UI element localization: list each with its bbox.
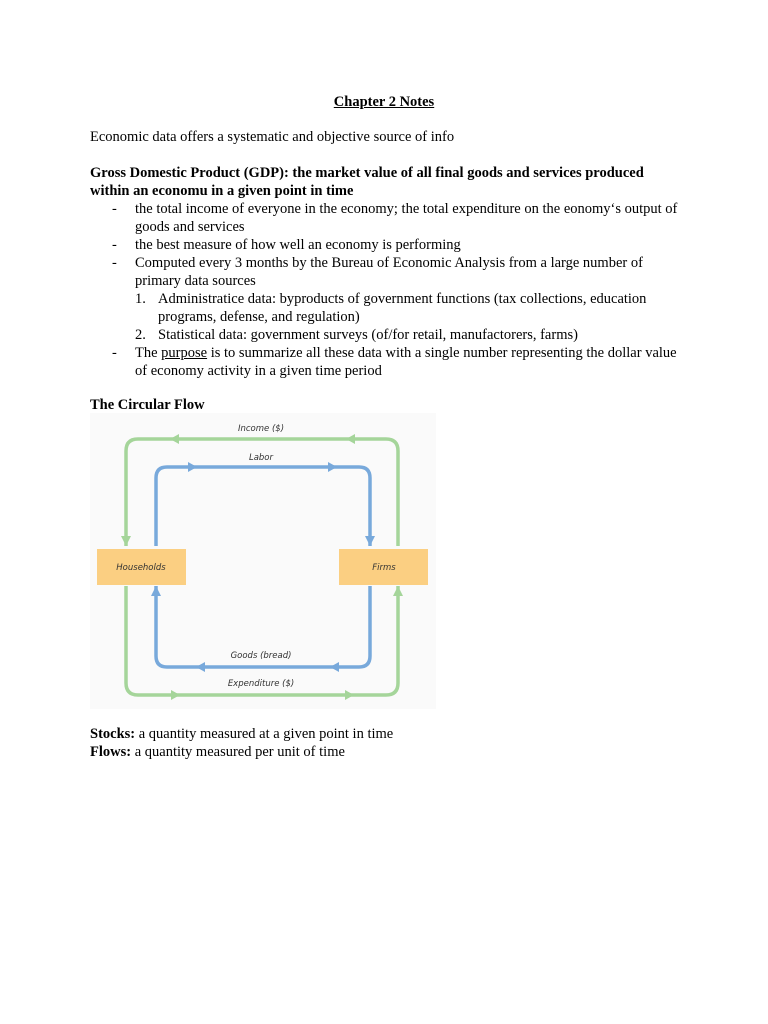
purpose-suffix: is to summarize all these data with a single number representing the dollar value of economy activity in a given time period	[135, 345, 677, 379]
purpose-prefix: The	[135, 345, 162, 361]
definition-term: Stocks:	[90, 726, 136, 742]
definition-flows	[90, 743, 393, 761]
definition-text: a quantity measured per unit of time	[131, 744, 345, 760]
list-item	[90, 236, 680, 254]
list-number: 2.	[135, 327, 146, 343]
definition-text: a quantity measured at a given point in time	[135, 726, 394, 742]
list-item	[135, 290, 680, 326]
list-item	[90, 254, 680, 344]
bullet-marker: -	[112, 237, 117, 253]
bullet-text: Computed every 3 months by the Bureau of Economic Analysis from a large number of primary data sources	[135, 255, 643, 289]
purpose-text	[135, 345, 677, 379]
income-label: Income ($)	[237, 424, 285, 434]
list-item	[90, 344, 680, 380]
circular-flow-diagram	[90, 413, 436, 709]
data-source-list	[135, 290, 680, 344]
list-item	[90, 200, 680, 236]
definitions-block	[90, 725, 393, 761]
firms-label: Firms	[372, 563, 396, 573]
expenditure-label: Expenditure ($)	[227, 679, 295, 689]
list-item	[135, 326, 680, 344]
labor-label: Labor	[248, 453, 274, 463]
intro-paragraph: Economic data offers a systematic and objective source of info	[90, 129, 455, 145]
source-text: Statistical data: government surveys (of/for retail, manufactorers, farms)	[158, 327, 578, 343]
goods-label: Goods (bread)	[230, 651, 292, 661]
gdp-heading: Gross Domestic Product (GDP): the market value of all final goods and services produced within an economu in a given point in time	[90, 165, 644, 199]
definition-term: Flows:	[90, 744, 132, 760]
purpose-underlined-word: purpose	[161, 345, 208, 361]
definition-stocks	[90, 725, 393, 743]
page-title: Chapter 2 Notes	[333, 94, 435, 110]
bullet-text: the total income of everyone in the economy; the total expenditure on the eonomy‘s output of goods and services	[135, 201, 678, 235]
bullet-marker: -	[112, 201, 117, 217]
bullet-marker: -	[112, 255, 117, 271]
circular-flow-heading: The Circular Flow	[90, 397, 205, 413]
list-number: 1.	[135, 291, 146, 307]
gdp-bullet-list	[90, 200, 680, 380]
source-text: Administratice data: byproducts of government functions (tax collections, education programs, defense, and regulation)	[158, 291, 647, 325]
bullet-text: the best measure of how well an economy is performing	[135, 237, 461, 253]
households-label: Households	[116, 563, 166, 573]
bullet-marker: -	[112, 345, 117, 361]
